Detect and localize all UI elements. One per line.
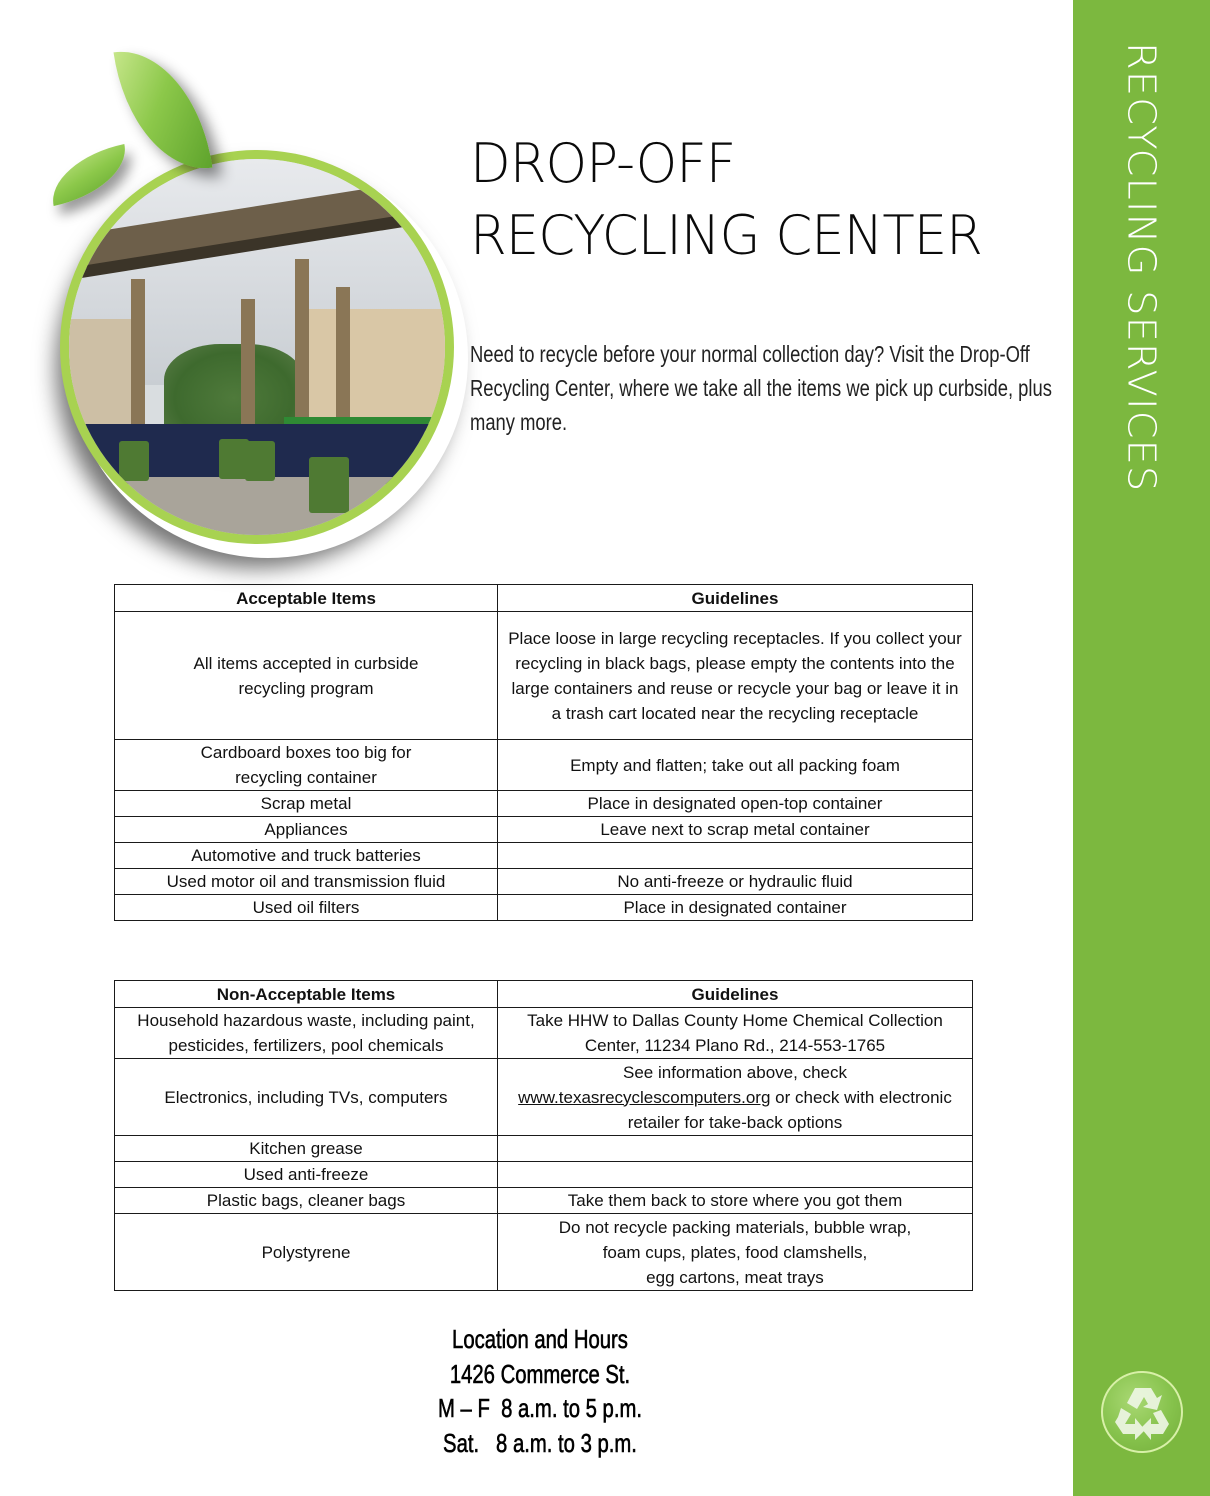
table-row	[115, 740, 973, 791]
item-cell: Plastic bags, cleaner bags	[115, 1188, 498, 1214]
table-row	[115, 817, 973, 843]
guideline-text: or check with electronic retailer for take-back options	[627, 1087, 952, 1132]
table-row	[115, 1136, 973, 1162]
table-row	[115, 791, 973, 817]
table-row	[115, 612, 973, 740]
photo-frame	[60, 150, 454, 544]
item-cell: Appliances	[115, 817, 498, 843]
column-header-guidelines: Guidelines	[498, 585, 973, 612]
address: 1426 Commerce St.	[449, 1358, 631, 1389]
table-row	[115, 1214, 973, 1291]
intro-paragraph: Need to recycle before your normal collection day? Visit the Drop-Off Recycling Center, where we take all the items we pick up curbside, plus many more.	[470, 341, 1052, 435]
location-hours	[376, 1322, 704, 1460]
saturday-hours: Sat. 8 a.m. to 3 p.m.	[443, 1427, 637, 1458]
weekday-hours: M – F 8 a.m. to 5 p.m.	[438, 1393, 642, 1423]
hero-illustration	[30, 30, 470, 560]
recycling-center-photo	[69, 159, 445, 535]
table-row	[115, 895, 973, 921]
item-cell: All items accepted in curbside recycling program	[115, 612, 498, 740]
guideline-cell	[498, 1059, 973, 1136]
table-header-row	[115, 585, 973, 612]
table-row	[115, 869, 973, 895]
sidebar-title: RECYCLING SERVICES	[1119, 42, 1163, 493]
item-cell: Used oil filters	[115, 895, 498, 921]
column-header-items: Acceptable Items	[115, 585, 498, 612]
item-cell: Used motor oil and transmission fluid	[115, 869, 498, 895]
item-cell: Scrap metal	[115, 791, 498, 817]
table-row	[115, 1162, 973, 1188]
table-row	[115, 1188, 973, 1214]
item-cell: Kitchen grease	[115, 1136, 498, 1162]
location-heading: Location and Hours	[452, 1324, 628, 1354]
item-cell: Polystyrene	[115, 1214, 498, 1291]
guideline-cell: Empty and flatten; take out all packing foam	[498, 740, 973, 791]
title-line-2: RECYCLING CENTER	[470, 204, 982, 267]
guideline-cell: Place loose in large recycling receptacles. If you collect your recycling in black bags, please empty the contents into the large containers and reuse or recycle your bag or leave it in a trash cart located near the recycling receptacle	[498, 612, 973, 740]
recycle-icon	[1101, 1371, 1183, 1453]
table-row	[115, 843, 973, 869]
guideline-cell	[498, 843, 973, 869]
guideline-cell: Take HHW to Dallas County Home Chemical Collection Center, 11234 Plano Rd., 214-553-1765	[498, 1008, 973, 1059]
column-header-items: Non-Acceptable Items	[115, 981, 498, 1008]
table-header-row	[115, 981, 973, 1008]
acceptable-items-table	[114, 584, 973, 921]
table-row	[115, 1008, 973, 1059]
column-header-guidelines: Guidelines	[498, 981, 973, 1008]
guideline-cell: Take them back to store where you got them	[498, 1188, 973, 1214]
item-cell: Used anti-freeze	[115, 1162, 498, 1188]
guideline-text: See information above, check	[623, 1062, 847, 1082]
title-line-1: DROP-OFF	[470, 132, 736, 195]
recycle-arrows-icon	[1115, 1384, 1171, 1442]
texasrecyclescomputers-link[interactable]: www.texasrecyclescomputers.org	[518, 1087, 771, 1107]
guideline-cell: No anti-freeze or hydraulic fluid	[498, 869, 973, 895]
item-cell: Household hazardous waste, including paint, pesticides, fertilizers, pool chemicals	[115, 1008, 498, 1059]
item-cell: Cardboard boxes too big for recycling container	[115, 740, 498, 791]
item-cell: Automotive and truck batteries	[115, 843, 498, 869]
table-row	[115, 1059, 973, 1136]
guideline-cell: Place in designated container	[498, 895, 973, 921]
guideline-cell: Do not recycle packing materials, bubble wrap, foam cups, plates, food clamshells, egg cartons, meat trays	[498, 1214, 973, 1291]
page-title	[470, 128, 982, 272]
guideline-cell	[498, 1136, 973, 1162]
guideline-cell: Leave next to scrap metal container	[498, 817, 973, 843]
item-cell: Electronics, including TVs, computers	[115, 1059, 498, 1136]
nonacceptable-items-table	[114, 980, 973, 1291]
guideline-cell	[498, 1162, 973, 1188]
guideline-cell: Place in designated open-top container	[498, 791, 973, 817]
